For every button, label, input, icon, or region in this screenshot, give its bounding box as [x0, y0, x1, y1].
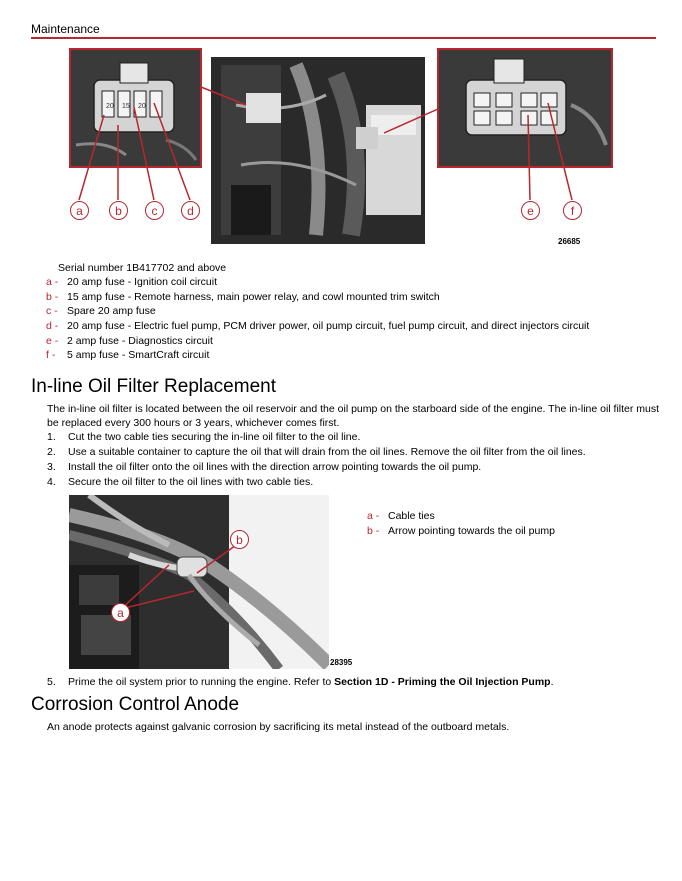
- legend-letter: c -: [46, 305, 58, 318]
- callout-b-oil: b: [230, 530, 249, 549]
- legend-letter: b -: [46, 290, 59, 303]
- step-number: 2.: [47, 446, 56, 458]
- step-text: Cut the two cable ties securing the in-line oil filter to the oil line.: [68, 431, 361, 443]
- callout-f: f: [563, 201, 582, 220]
- section-title-oil-filter: In-line Oil Filter Replacement: [31, 376, 276, 397]
- legend-letter: e -: [46, 334, 59, 347]
- step-number: 5.: [47, 676, 56, 688]
- legend-text: 20 amp fuse - Electric fuel pump, PCM driver power, oil pump circuit, fuel pump circuit, and direct injectors circuit: [67, 320, 590, 333]
- figure-number: 26685: [558, 237, 581, 246]
- legend-text: 15 amp fuse - Remote harness, main power relay, and cowl mounted trim switch: [67, 290, 440, 303]
- anode-text: An anode protects against galvanic corrosion by sacrificing its metal instead of the outboard metals.: [47, 721, 510, 733]
- page-header-section: Maintenance: [31, 22, 100, 36]
- callout-c: c: [145, 201, 164, 220]
- svg-text:20: 20: [138, 103, 146, 110]
- header-rule: [31, 37, 656, 39]
- figure-number: 28395: [330, 658, 353, 667]
- oil-filter-intro: The in-line oil filter is located between the oil reservoir and the oil pump on the starboard side of the engine. The in-line oil filter must be replaced every 300 hours or 3 years, whichever comes first.: [47, 403, 660, 429]
- fuse-legend: [46, 275, 666, 363]
- step-number: 4.: [47, 476, 56, 488]
- step-end: .: [550, 676, 554, 688]
- step-text: Prime the oil system prior to running the engine. Refer to: [68, 676, 335, 688]
- legend-text: 20 amp fuse - Ignition coil circuit: [67, 276, 217, 288]
- section-title-anode: Corrosion Control Anode: [31, 694, 240, 715]
- section-reference: Section 1D - Priming the Oil Injection Pump: [334, 676, 551, 688]
- step-text: Secure the oil filter to the oil lines with two cable ties.: [68, 476, 314, 488]
- legend-letter: a -: [46, 276, 59, 288]
- serial-note: Serial number 1B417702 and above: [58, 262, 227, 274]
- legend-text: Spare 20 amp fuse: [67, 305, 156, 318]
- legend-letter: b -: [367, 524, 380, 537]
- legend-text: 5 amp fuse - SmartCraft circuit: [67, 349, 210, 362]
- callout-a-oil: a: [111, 603, 130, 622]
- oil-steps: [47, 430, 667, 490]
- legend-letter: a -: [367, 510, 380, 522]
- step-number: 1.: [47, 431, 56, 443]
- callout-d: d: [181, 201, 200, 220]
- legend-letter: f -: [46, 349, 56, 362]
- legend-text: Cable ties: [388, 510, 435, 522]
- oil-legend: [367, 509, 667, 538]
- callout-e: e: [521, 201, 540, 220]
- legend-text: Arrow pointing towards the oil pump: [388, 524, 555, 537]
- legend-text: 2 amp fuse - Diagnostics circuit: [67, 334, 213, 347]
- step-5: [47, 675, 667, 689]
- callout-a: a: [70, 201, 89, 220]
- svg-text:20: 20: [106, 103, 114, 110]
- step-number: 3.: [47, 461, 56, 473]
- step-text: Use a suitable container to capture the oil that will drain from the oil lines. Remove the oil filter from the oil lines.: [68, 446, 586, 458]
- oil-filter-figure: [69, 495, 329, 669]
- svg-text:15: 15: [122, 103, 130, 110]
- legend-letter: d -: [46, 320, 59, 333]
- step-text: Install the oil filter onto the oil lines with the direction arrow pointing towards the oil pump.: [68, 461, 482, 473]
- callout-b: b: [109, 201, 128, 220]
